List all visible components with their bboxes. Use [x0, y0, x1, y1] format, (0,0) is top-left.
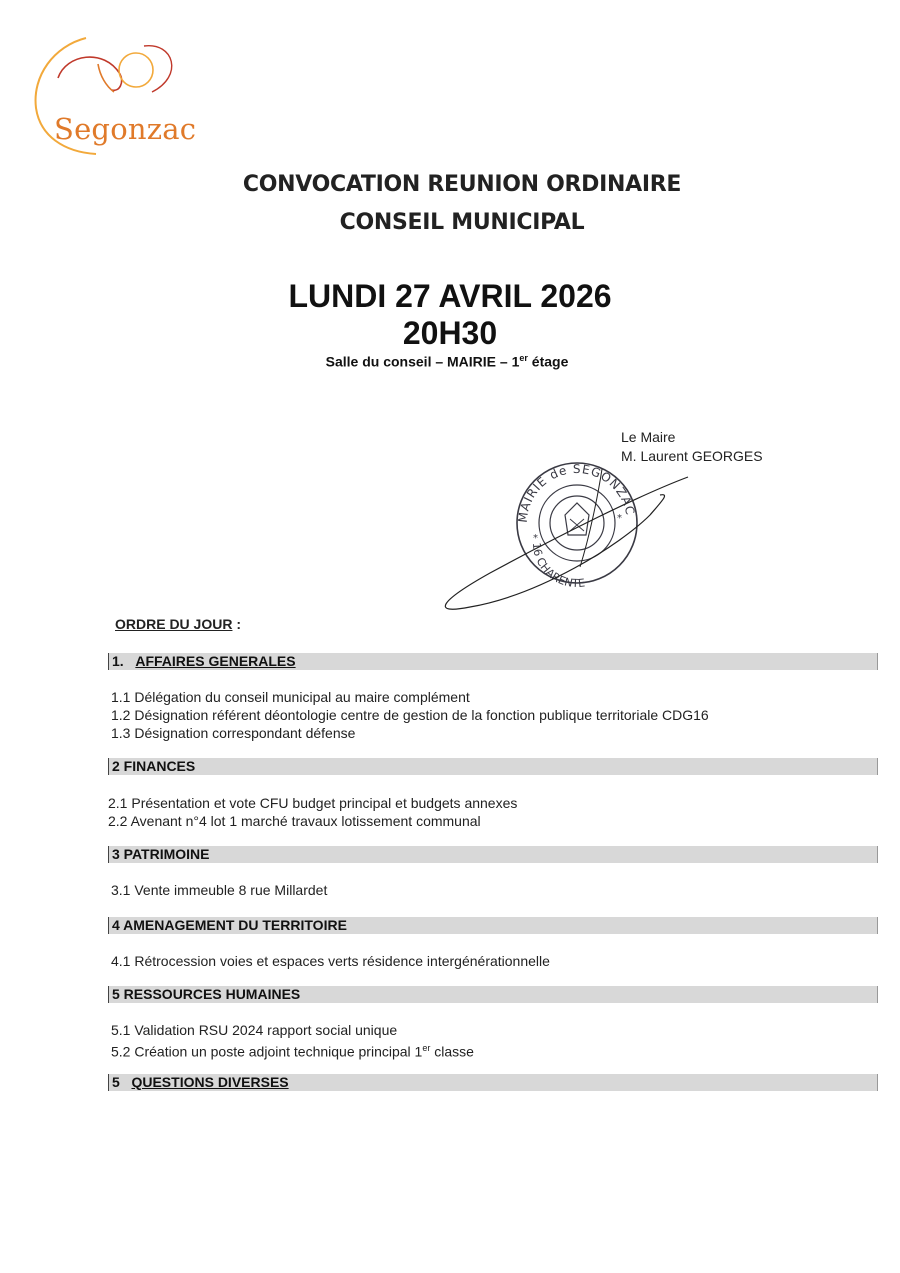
section-number: 1. — [112, 653, 124, 669]
agenda-item: 4.1 Rétrocession voies et espaces verts résidence intergénérationnelle — [111, 953, 550, 969]
agenda-item: 3.1 Vente immeuble 8 rue Millardet — [111, 882, 328, 898]
agenda-item: 5.1 Validation RSU 2024 rapport social unique — [111, 1022, 398, 1038]
agenda-item-suffix: classe — [430, 1043, 474, 1060]
section-header-amenagement — [108, 917, 878, 934]
section-title: 5 RESSOURCES HUMAINES — [112, 986, 301, 1002]
section-title: QUESTIONS DIVERSES — [131, 1074, 289, 1090]
agenda-item: 2.2 Avenant n°4 lot 1 marché travaux lotissement communal — [108, 813, 481, 829]
section-header-affaires-generales — [108, 653, 878, 670]
section-header-questions-diverses — [108, 1074, 878, 1091]
document-title: CONVOCATION REUNION ORDINAIRE — [242, 172, 682, 197]
agenda-heading-label: ORDRE DU JOUR — [115, 616, 233, 632]
stamp-top-text: MAIRIE de SEGONZAC — [515, 462, 638, 524]
agenda-item: 2.1 Présentation et vote CFU budget principal et budgets annexes — [108, 795, 518, 811]
section-header-patrimoine — [108, 846, 878, 863]
section-number: 5 — [112, 1074, 120, 1090]
meeting-venue — [0, 353, 894, 370]
signature-flourish — [580, 469, 602, 567]
meeting-time: 20H30 — [402, 315, 498, 351]
section-title: AFFAIRES GENERALES — [135, 653, 296, 669]
signatory-role: Le Maire — [621, 429, 676, 445]
signatory-name: M. Laurent GEORGES — [621, 448, 763, 464]
agenda-item: 1.3 Désignation correspondant défense — [111, 725, 356, 741]
stamp-bottom-text: 16 CHARENTE — [529, 542, 586, 591]
venue-superscript: er — [519, 353, 528, 363]
svg-text:*: * — [533, 533, 538, 544]
section-title: 4 AMENAGEMENT DU TERRITOIRE — [112, 917, 347, 933]
agenda-item — [111, 1039, 474, 1061]
agenda-item-superscript: er — [422, 1043, 431, 1053]
agenda-item: 1.1 Délégation du conseil municipal au maire complément — [111, 689, 470, 705]
agenda-item: 1.2 Désignation référent déontologie centre de gestion de la fonction publique territoriale CDG16 — [111, 707, 709, 723]
logo-text: Segonzac — [54, 112, 197, 146]
section-title: 2 FINANCES — [112, 758, 196, 774]
agenda-heading — [115, 616, 241, 632]
agenda-heading-colon: : — [232, 616, 242, 632]
agenda-item-text: 5.2 Création un poste adjoint technique principal 1 — [111, 1043, 423, 1060]
stamp-seal-icon — [430, 455, 700, 615]
venue-text: Salle du conseil – MAIRIE – 1 — [325, 353, 520, 370]
meeting-date: LUNDI 27 AVRIL 2026 — [288, 278, 612, 314]
section-title: 3 PATRIMOINE — [112, 846, 210, 862]
section-header-finances — [108, 758, 878, 775]
document-subtitle: CONSEIL MUNICIPAL — [339, 210, 585, 235]
svg-text:*: * — [617, 513, 622, 524]
venue-suffix: étage — [527, 353, 569, 370]
section-header-ressources-humaines — [108, 986, 878, 1003]
segonzac-logo — [24, 26, 204, 161]
official-stamp — [430, 455, 700, 620]
signature-stroke — [445, 477, 688, 609]
